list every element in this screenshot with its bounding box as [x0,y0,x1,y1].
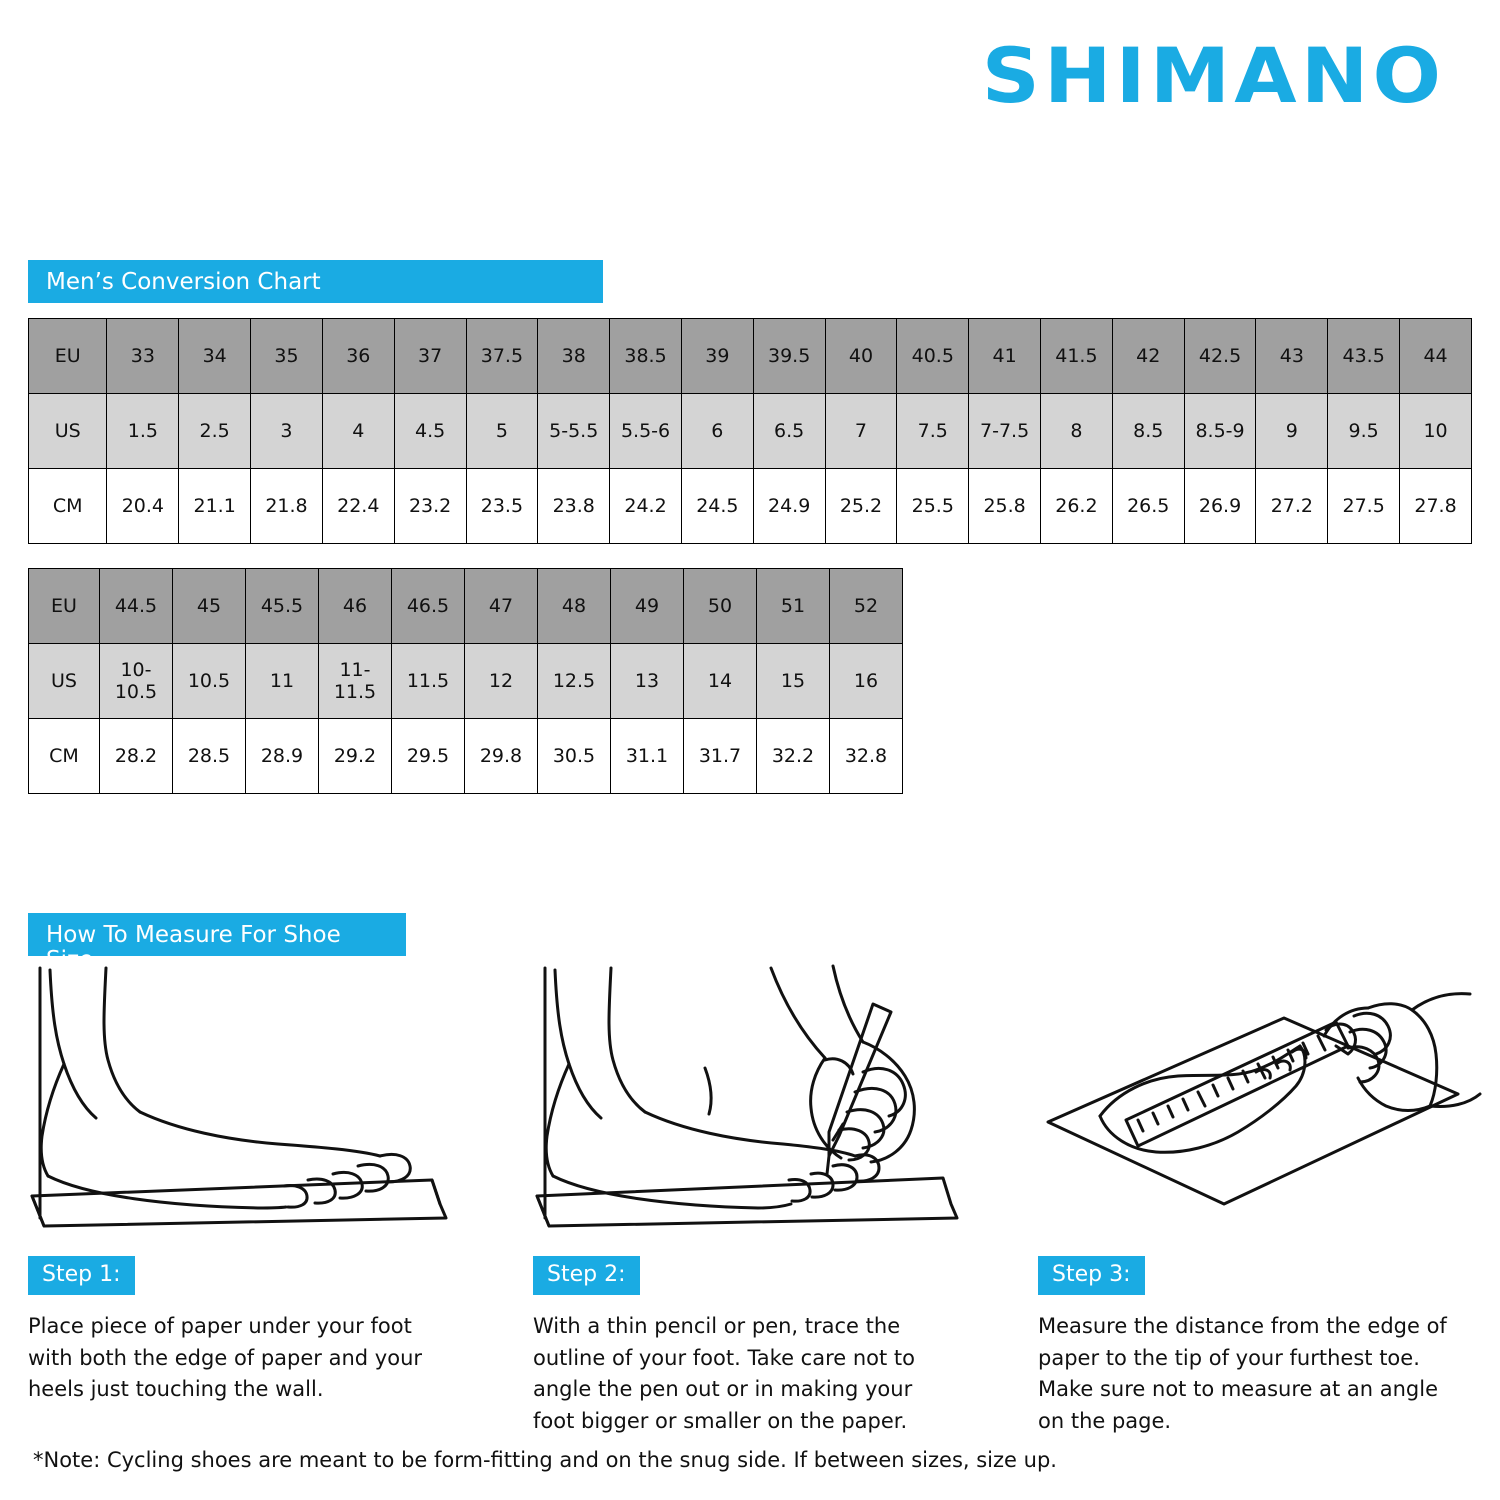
foot-on-paper-illustration [28,960,473,1250]
cell: 52 [830,569,903,644]
cell: 40.5 [897,319,969,394]
cell: 37.5 [466,319,538,394]
row-label-us: US [29,394,107,469]
cell: 29.8 [465,719,538,794]
step-2-badge: Step 2: [533,1256,640,1295]
cell: 45 [173,569,246,644]
cell: 20.4 [107,469,179,544]
cell: 43.5 [1328,319,1400,394]
cell: 24.2 [610,469,682,544]
cell: 26.2 [1041,469,1113,544]
cell: 13 [611,644,684,719]
cell: 28.9 [246,719,319,794]
cell: 32.8 [830,719,903,794]
cell: 51 [757,569,830,644]
cell: 50 [684,569,757,644]
step-2 [533,960,978,1437]
cell: 6 [681,394,753,469]
cell: 44.5 [100,569,173,644]
cell: 10 [1400,394,1472,469]
cell: 28.5 [173,719,246,794]
cell: 31.1 [611,719,684,794]
cell: 41 [969,319,1041,394]
cell: 40 [825,319,897,394]
cell: 7-7.5 [969,394,1041,469]
cell: 43 [1256,319,1328,394]
cell: 9.5 [1328,394,1400,469]
cell: 33 [107,319,179,394]
cell: 11 [246,644,319,719]
step-1-text: Place piece of paper under your foot with both the edge of paper and your heels just touching the wall. [28,1314,423,1402]
cell: 26.5 [1112,469,1184,544]
conversion-table-primary [28,318,1472,544]
cell: 29.2 [319,719,392,794]
cell: 34 [179,319,251,394]
cell: 26.9 [1184,469,1256,544]
cell: 23.5 [466,469,538,544]
mens-conversion-chart-title: Men’s Conversion Chart [28,260,603,303]
cell: 7 [825,394,897,469]
cell: 12.5 [538,644,611,719]
cell: 14 [684,644,757,719]
conversion-table-secondary [28,568,903,794]
cell: 23.8 [538,469,610,544]
cell: 44 [1400,319,1472,394]
cell: 25.8 [969,469,1041,544]
cell: 25.5 [897,469,969,544]
cell: 10.5 [173,644,246,719]
cell: 21.8 [251,469,323,544]
cell: 47 [465,569,538,644]
step-3-badge: Step 3: [1038,1256,1145,1295]
cell: 5.5-6 [610,394,682,469]
cell: 39.5 [753,319,825,394]
cell: 21.1 [179,469,251,544]
cell: 48 [538,569,611,644]
cell: 36 [322,319,394,394]
row-label-us: US [29,644,100,719]
cell: 2.5 [179,394,251,469]
row-label-cm: CM [29,469,107,544]
cell: 29.5 [392,719,465,794]
step-3-text: Measure the distance from the edge of paper to the tip of your furthest toe. Make sure not to measure at an angle on the page. [1038,1314,1447,1433]
cell: 24.5 [681,469,753,544]
hand-tracing-foot-illustration [533,960,978,1250]
cell: 46.5 [392,569,465,644]
cell: 6.5 [753,394,825,469]
cell: 8 [1041,394,1113,469]
shimano-logo: SHIMANO [981,31,1445,120]
table-row [29,569,903,644]
cell: 4 [322,394,394,469]
cell: 32.2 [757,719,830,794]
cell: 49 [611,569,684,644]
cell: 3 [251,394,323,469]
cell: 22.4 [322,469,394,544]
cell: 41.5 [1041,319,1113,394]
ruler-measuring-outline-illustration [1038,960,1483,1250]
step-2-text: With a thin pencil or pen, trace the outline of your foot. Take care not to angle the pen out or in making your foot bigger or smaller on the paper. [533,1314,916,1433]
cell: 15 [757,644,830,719]
cell: 16 [830,644,903,719]
table-row [29,644,903,719]
cell: 38 [538,319,610,394]
table-row [29,319,1472,394]
cell: 11.5 [392,644,465,719]
cell: 27.8 [1400,469,1472,544]
row-label-eu: EU [29,569,100,644]
cell: 46 [319,569,392,644]
cell: 4.5 [394,394,466,469]
cell: 42 [1112,319,1184,394]
cell: 8.5-9 [1184,394,1256,469]
table-row [29,469,1472,544]
how-to-measure-title: How To Measure For Shoe Size [28,913,406,956]
table-row [29,394,1472,469]
cell: 9 [1256,394,1328,469]
cell: 5-5.5 [538,394,610,469]
step-1-badge: Step 1: [28,1256,135,1295]
cell: 7.5 [897,394,969,469]
cell: 37 [394,319,466,394]
cell: 5 [466,394,538,469]
row-label-eu: EU [29,319,107,394]
cell: 24.9 [753,469,825,544]
note-text: *Note: Cycling shoes are meant to be form-fitting and on the snug side. If between sizes, size up. [33,1448,1057,1472]
cell: 8.5 [1112,394,1184,469]
cell: 1.5 [107,394,179,469]
cell: 39 [681,319,753,394]
cell: 27.2 [1256,469,1328,544]
cell: 23.2 [394,469,466,544]
table-row [29,719,903,794]
row-label-cm: CM [29,719,100,794]
step-1 [28,960,473,1406]
cell: 38.5 [610,319,682,394]
cell: 11-11.5 [319,644,392,719]
cell: 45.5 [246,569,319,644]
cell: 28.2 [100,719,173,794]
cell: 12 [465,644,538,719]
cell: 25.2 [825,469,897,544]
cell: 27.5 [1328,469,1400,544]
cell: 10-10.5 [100,644,173,719]
cell: 35 [251,319,323,394]
cell: 31.7 [684,719,757,794]
cell: 30.5 [538,719,611,794]
cell: 42.5 [1184,319,1256,394]
step-3 [1038,960,1483,1437]
